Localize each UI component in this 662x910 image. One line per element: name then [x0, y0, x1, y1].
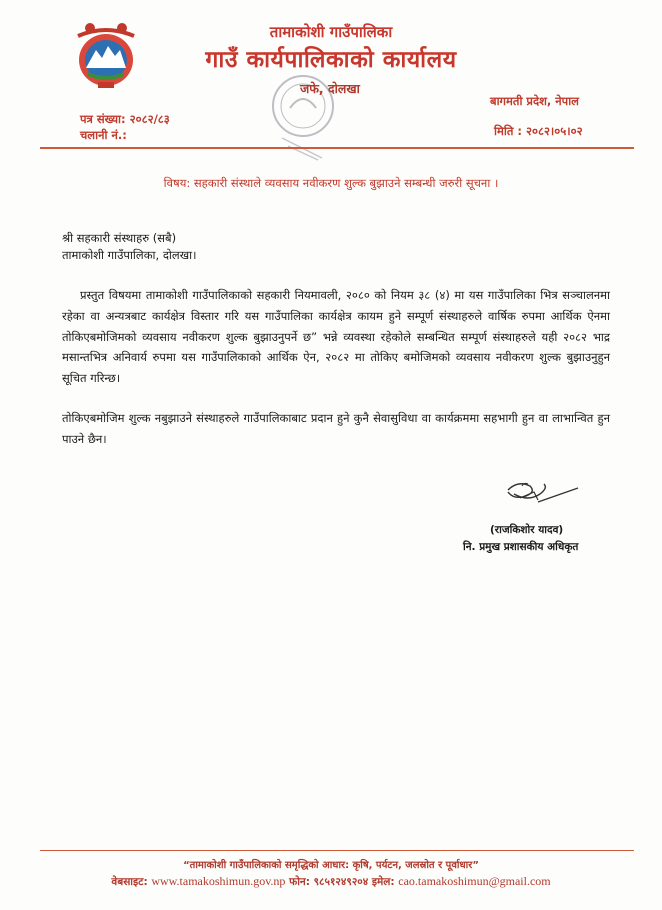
header-divider	[40, 147, 634, 149]
addressee-line-2: तामाकोशी गाउँपालिका, दोलखा।	[62, 248, 197, 262]
dispatch-number	[80, 128, 127, 143]
subject-label: विषय:	[163, 176, 191, 190]
municipality-name: तामाकोशी गाउँपालिका	[269, 23, 393, 41]
date-value: २०८२।०५।०२	[526, 124, 583, 138]
province-text: बागमती प्रदेश, नेपाल	[490, 94, 579, 108]
date-label: मिति :	[494, 124, 522, 138]
phone-label: फोन:	[289, 876, 310, 888]
office-name: गाउँ कार्यपालिकाको कार्यालय	[205, 47, 457, 73]
handwritten-signature	[478, 472, 582, 528]
footer-contact	[0, 874, 662, 889]
reference-label: पत्र संख्या:	[80, 112, 126, 126]
signatory-name: (राजकिशोर यादव)	[490, 524, 564, 536]
addressee-line-1: श्री सहकारी संस्थाहरु (सबै)	[62, 231, 177, 245]
body-paragraph-1: प्रस्तुत विषयमा तामाकोशी गाउँपालिकाको सहकारी नियमावली, २०८० को नियम ३८ (४) मा यस गाउँपालिका भित्र सञ्चालनमा रहेका वा अन्यत्रबाट कार्यक्षेत्र विस्तार गरि यस गाउँपालिका कार्यक्षेत्र कायम हुने सम्पूर्ण संस्थाहरुले वार्षिक रुपमा आर्थिक ऐनमा तोकिएबमोजिमको व्यवसाय नवीकरण शुल्क बुझाउनुपर्ने छ” भन्ने व्यवस्था रहेकोले सम्बन्धित सम्पूर्ण संस्थाहरुले यही २०८२ भाद्र मसान्तभित्र अनिवार्य रुपमा यस गाउँपालिकाको आर्थिक ऐन, २०८२ मा तोकिए बमोजिमको व्यवसाय नवीकरण शुल्क बुझाउनुहुन सूचित गरिन्छ।	[62, 288, 610, 386]
signatory-title: नि. प्रमुख प्रशासकीय अधिकृत	[463, 541, 579, 553]
subject-text: सहकारी संस्थाले व्यवसाय नवीकरण शुल्क बुझाउने सम्बन्धी जरुरी सूचना ।	[193, 176, 499, 190]
body-paragraph-2: तोकिएबमोजिम शुल्क नबुझाउने संस्थाहरुले गाउँपालिकाबाट प्रदान हुने कुनै सेवासुविधा वा कार्यक्रममा सहभागी हुन वा लाभान्वित हुन पाउने छैन।	[62, 411, 610, 446]
website-label: वेबसाइट:	[111, 876, 148, 888]
letter-date	[494, 124, 583, 139]
email-link[interactable]: cao.tamakoshimun@gmail.com	[398, 874, 551, 888]
phone-number: ९८५१२४९२०४	[313, 876, 369, 888]
email-label: इमेल:	[371, 876, 395, 888]
subject-line	[0, 176, 662, 191]
website-link[interactable]: www.tamakoshimun.gov.np	[151, 874, 286, 888]
office-location: जफे, दोलखा	[300, 81, 360, 96]
footer-motto: “तामाकोशी गाउँपालिकाको समृद्धिको आधार: कृषि, पर्यटन, जलस्रोत र पूर्वाधार”	[183, 860, 479, 871]
reference-number	[80, 112, 170, 127]
reference-value: २०८२/८३	[129, 112, 170, 126]
dispatch-label: चलानी नं.:	[80, 128, 127, 142]
footer-divider	[40, 850, 634, 851]
